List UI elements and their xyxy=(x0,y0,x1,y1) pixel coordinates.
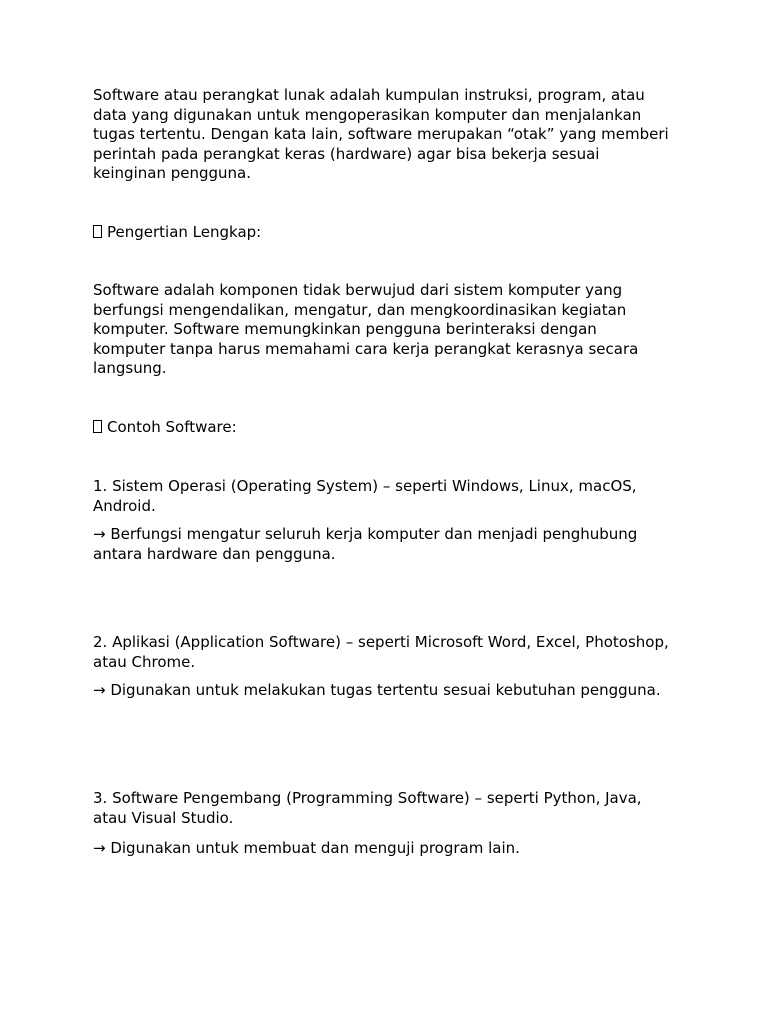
examples-heading-text: Contoh Software: xyxy=(107,418,237,436)
example-3-description: → Digunakan untuk membuat dan menguji program lain. xyxy=(93,839,520,857)
missing-glyph-icon xyxy=(93,225,102,238)
example-1-title: 1. Sistem Operasi (Operating System) – seperti Windows, Linux, macOS, Android. xyxy=(93,477,637,515)
example-2-title: 2. Aplikasi (Application Software) – seperti Microsoft Word, Excel, Photoshop, atau Chrome. xyxy=(93,633,669,671)
missing-glyph-icon xyxy=(93,420,102,433)
definition-heading-text: Pengertian Lengkap: xyxy=(107,223,262,241)
intro-paragraph: Software atau perangkat lunak adalah kumpulan instruksi, program, atau data yang digunakan untuk mengoperasikan komputer dan menjalankan tugas tertentu. Dengan kata lain, software merupakan “otak” yang memberi perintah pada perangkat keras (hardware) agar bisa bekerja sesuai keinginan pengguna. xyxy=(93,86,669,183)
example-2-description: → Digunakan untuk melakukan tugas tertentu sesuai kebutuhan pengguna. xyxy=(93,681,661,699)
definition-paragraph: Software adalah komponen tidak berwujud dari sistem komputer yang berfungsi mengendalikan, mengatur, dan mengkoordinasikan kegiatan komputer. Software memungkinkan pengguna berinteraksi dengan komputer tanpa harus memahami cara kerja perangkat kerasnya secara langsung. xyxy=(93,281,639,378)
example-3-title: 3. Software Pengembang (Programming Software) – seperti Python, Java, atau Visual Studio. xyxy=(93,789,642,827)
examples-heading xyxy=(93,418,673,438)
example-1-description: → Berfungsi mengatur seluruh kerja komputer dan menjadi penghubung antara hardware dan pengguna. xyxy=(93,525,638,563)
definition-heading xyxy=(93,223,673,243)
